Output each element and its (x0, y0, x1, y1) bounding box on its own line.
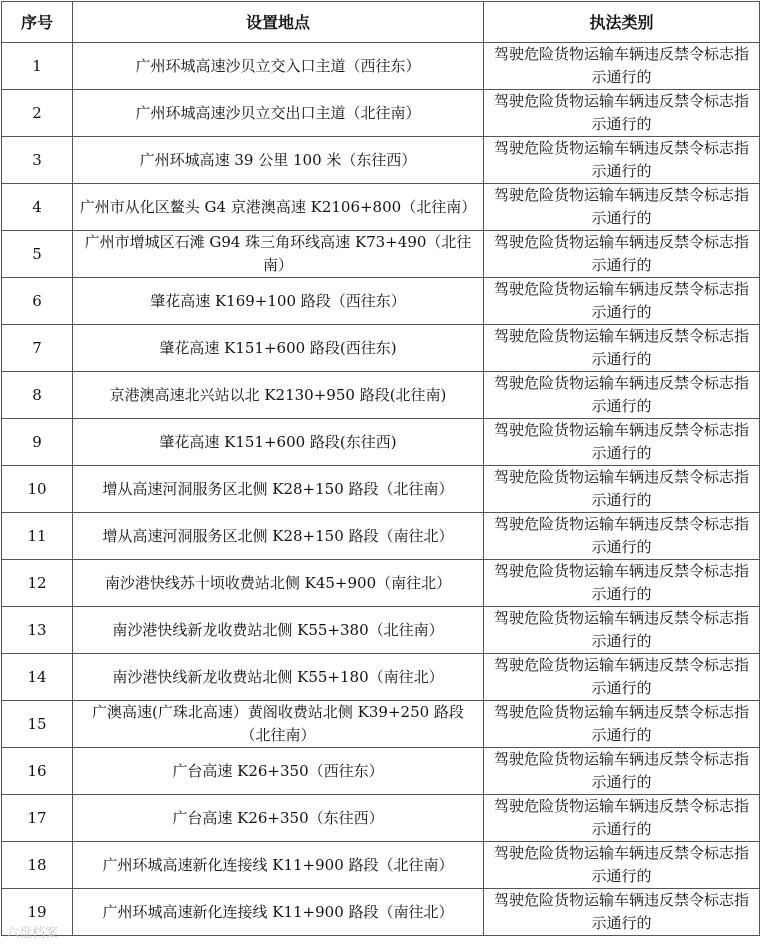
table-row (2, 184, 760, 231)
table-row (2, 842, 760, 889)
cell-serial-number: 1 (2, 43, 73, 90)
cell-location: 广州环城高速沙贝立交出口主道（北往南） (73, 90, 484, 137)
header-enforcement-category: 执法类别 (484, 2, 760, 43)
table-row (2, 607, 760, 654)
cell-serial-number: 14 (2, 654, 73, 701)
table-row (2, 90, 760, 137)
watermark: 六盘档案 (6, 926, 59, 941)
cell-location: 肇花高速 K151+600 路段(西往东) (73, 325, 484, 372)
cell-serial-number: 15 (2, 701, 73, 748)
cell-location: 京港澳高速北兴站以北 K2130+950 路段(北往南) (73, 372, 484, 419)
cell-enforcement-category: 驾驶危险货物运输车辆违反禁令标志指示通行的 (484, 513, 760, 560)
cell-location: 广州环城高速新化连接线 K11+900 路段（南往北） (73, 889, 484, 936)
cell-serial-number: 4 (2, 184, 73, 231)
cell-location: 南沙港快线新龙收费站北侧 K55+180（南往北） (73, 654, 484, 701)
cell-serial-number: 11 (2, 513, 73, 560)
header-location: 设置地点 (73, 2, 484, 43)
cell-serial-number: 17 (2, 795, 73, 842)
cell-enforcement-category: 驾驶危险货物运输车辆违反禁令标志指示通行的 (484, 43, 760, 90)
cell-serial-number: 6 (2, 278, 73, 325)
cell-enforcement-category: 驾驶危险货物运输车辆违反禁令标志指示通行的 (484, 466, 760, 513)
cell-serial-number: 9 (2, 419, 73, 466)
cell-enforcement-category: 驾驶危险货物运输车辆违反禁令标志指示通行的 (484, 607, 760, 654)
table-row (2, 43, 760, 90)
cell-enforcement-category: 驾驶危险货物运输车辆违反禁令标志指示通行的 (484, 889, 760, 936)
cell-location: 肇花高速 K169+100 路段（西往东） (73, 278, 484, 325)
table-row (2, 137, 760, 184)
table-row (2, 560, 760, 607)
cell-location: 增从高速河洞服务区北侧 K28+150 路段（南往北） (73, 513, 484, 560)
cell-serial-number: 8 (2, 372, 73, 419)
cell-location: 肇花高速 K151+600 路段(东往西) (73, 419, 484, 466)
cell-serial-number: 5 (2, 231, 73, 278)
table-row (2, 372, 760, 419)
table-row (2, 466, 760, 513)
table-row (2, 325, 760, 372)
cell-enforcement-category: 驾驶危险货物运输车辆违反禁令标志指示通行的 (484, 278, 760, 325)
cell-serial-number: 3 (2, 137, 73, 184)
cell-enforcement-category: 驾驶危险货物运输车辆违反禁令标志指示通行的 (484, 842, 760, 889)
table-row (2, 889, 760, 936)
cell-location: 广台高速 K26+350（西往东） (73, 748, 484, 795)
cell-serial-number: 19 (2, 889, 73, 936)
cell-location: 南沙港快线新龙收费站北侧 K55+380（北往南） (73, 607, 484, 654)
table-row (2, 701, 760, 748)
table-row (2, 748, 760, 795)
cell-enforcement-category: 驾驶危险货物运输车辆违反禁令标志指示通行的 (484, 137, 760, 184)
cell-enforcement-category: 驾驶危险货物运输车辆违反禁令标志指示通行的 (484, 184, 760, 231)
cell-location: 增从高速河洞服务区北侧 K28+150 路段（北往南） (73, 466, 484, 513)
table-row (2, 278, 760, 325)
cell-enforcement-category: 驾驶危险货物运输车辆违反禁令标志指示通行的 (484, 795, 760, 842)
cell-enforcement-category: 驾驶危险货物运输车辆违反禁令标志指示通行的 (484, 90, 760, 137)
cell-serial-number: 16 (2, 748, 73, 795)
cell-serial-number: 12 (2, 560, 73, 607)
table-row (2, 513, 760, 560)
cell-enforcement-category: 驾驶危险货物运输车辆违反禁令标志指示通行的 (484, 748, 760, 795)
cell-location: 广州环城高速新化连接线 K11+900 路段（北往南） (73, 842, 484, 889)
table-row (2, 654, 760, 701)
cell-location: 广台高速 K26+350（东往西） (73, 795, 484, 842)
cell-location: 广州环城高速 39 公里 100 米（东往西） (73, 137, 484, 184)
cell-location: 南沙港快线苏十顷收费站北侧 K45+900（南往北） (73, 560, 484, 607)
cell-enforcement-category: 驾驶危险货物运输车辆违反禁令标志指示通行的 (484, 231, 760, 278)
cell-enforcement-category: 驾驶危险货物运输车辆违反禁令标志指示通行的 (484, 372, 760, 419)
cell-enforcement-category: 驾驶危险货物运输车辆违反禁令标志指示通行的 (484, 701, 760, 748)
table-row (2, 795, 760, 842)
cell-enforcement-category: 驾驶危险货物运输车辆违反禁令标志指示通行的 (484, 654, 760, 701)
cell-enforcement-category: 驾驶危险货物运输车辆违反禁令标志指示通行的 (484, 419, 760, 466)
cell-location: 广州环城高速沙贝立交入口主道（西往东） (73, 43, 484, 90)
cell-serial-number: 10 (2, 466, 73, 513)
table-header-row (2, 2, 760, 43)
cell-serial-number: 7 (2, 325, 73, 372)
header-serial-number: 序号 (2, 2, 73, 43)
cell-enforcement-category: 驾驶危险货物运输车辆违反禁令标志指示通行的 (484, 325, 760, 372)
enforcement-locations-table (1, 1, 760, 936)
cell-serial-number: 2 (2, 90, 73, 137)
table-row (2, 231, 760, 278)
cell-location: 广州市增城区石滩 G94 珠三角环线高速 K73+490（北往南） (73, 231, 484, 278)
cell-serial-number: 13 (2, 607, 73, 654)
cell-location: 广澳高速(广珠北高速）黄阁收费站北侧 K39+250 路段（北往南） (73, 701, 484, 748)
cell-location: 广州市从化区鳌头 G4 京港澳高速 K2106+800（北往南） (73, 184, 484, 231)
cell-serial-number: 18 (2, 842, 73, 889)
table-row (2, 419, 760, 466)
cell-enforcement-category: 驾驶危险货物运输车辆违反禁令标志指示通行的 (484, 560, 760, 607)
